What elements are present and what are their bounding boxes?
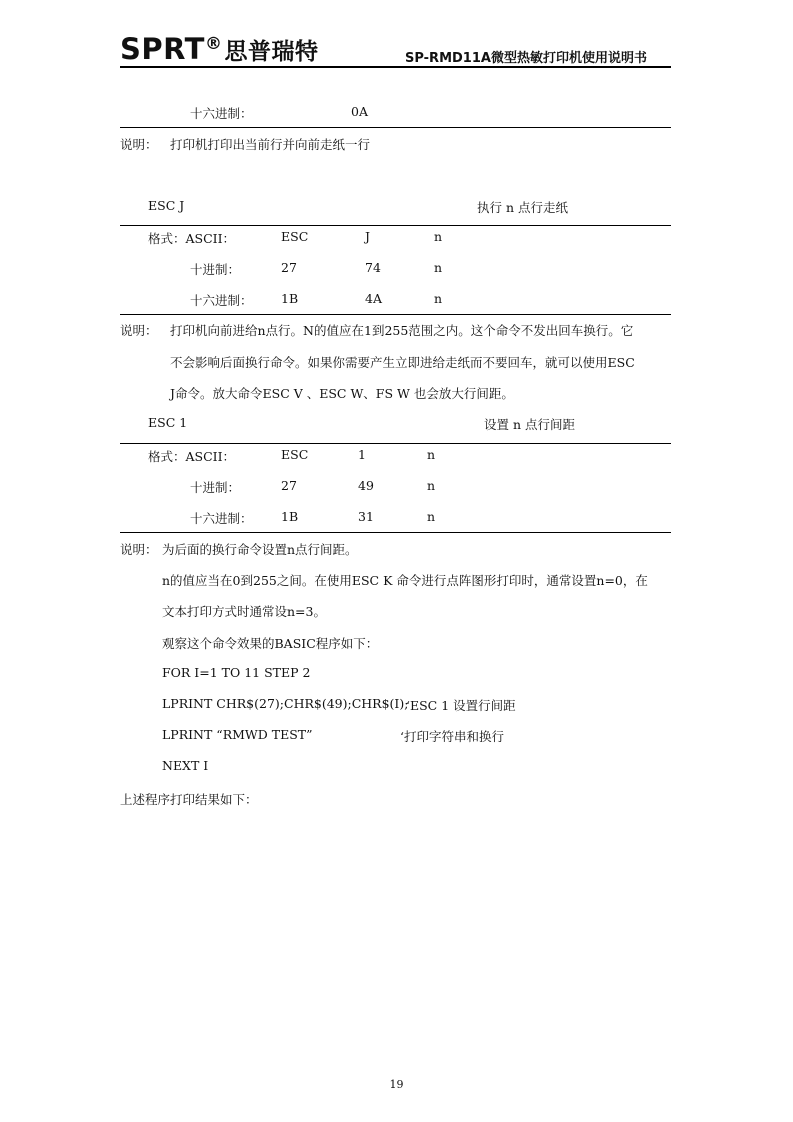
lf-description: 打印机打印出当前行并向前走纸一行 <box>170 137 371 152</box>
lf-hex-value: 0A <box>351 104 368 119</box>
code-line-2-comment: ‘ESC 1 设置行间距 <box>406 698 516 713</box>
esc-1-hex-2: 31 <box>358 509 374 524</box>
esc-1-hex-label: 十六进制： <box>190 511 253 526</box>
section-rule <box>120 532 671 533</box>
esc-1-ascii-2: 1 <box>358 447 366 462</box>
esc-j-command-title: 执行 n 点行走纸 <box>477 200 568 215</box>
esc-j-format-label: 格式：ASCII： <box>148 231 236 246</box>
esc-1-dec-1: 27 <box>281 478 297 493</box>
section-rule <box>120 127 671 128</box>
code-line-2: LPRINT CHR$(27);CHR$(49);CHR$(I); <box>162 696 409 711</box>
page-number: 19 <box>389 1078 404 1091</box>
esc-1-desc-line-1: n的值应当在0到255之间。在使用ESC K 命令进行点阵图形打印时，通常设置n=0，在 <box>162 573 648 588</box>
section-rule <box>120 225 671 226</box>
code-line-1: FOR I=1 TO 11 STEP 2 <box>162 665 311 680</box>
brand-name: SPRT <box>120 32 205 66</box>
esc-1-dec-3: n <box>427 478 436 493</box>
code-line-3-comment: ‘打印字符串和换行 <box>400 729 504 744</box>
esc-1-desc-line-3: 观察这个命令效果的BASIC程序如下： <box>162 636 379 651</box>
document-title: SP-RMD11A微型热敏打印机使用说明书 <box>405 51 647 66</box>
esc-j-hex-1: 1B <box>281 291 299 306</box>
section-rule <box>120 314 671 315</box>
esc-j-ascii-2: J <box>365 229 371 244</box>
esc-1-hex-3: n <box>427 509 436 524</box>
section-rule <box>120 443 671 444</box>
esc-j-dec-2: 74 <box>365 260 381 275</box>
esc-j-decimal-label: 十进制： <box>190 262 241 277</box>
esc-j-dec-3: n <box>434 260 443 275</box>
esc-j-hex-2: 4A <box>365 291 382 306</box>
esc-j-dec-1: 27 <box>281 260 297 275</box>
esc-j-desc-line-2: 不会影响后面换行命令。如果你需要产生立即进给走纸而不要回车，就可以使用ESC <box>170 355 635 370</box>
esc-j-ascii-3: n <box>434 229 443 244</box>
lf-hex-label: 十六进制： <box>190 106 253 121</box>
esc-1-format-label: 格式：ASCII： <box>148 449 236 464</box>
esc-j-desc-label: 说明： <box>120 323 158 338</box>
header-rule <box>120 66 671 68</box>
brand-logo <box>120 32 318 66</box>
esc-j-desc-line-3: J命令。放大命令ESC V 、ESC W、FS W 也会放大行间距。 <box>170 386 514 401</box>
brand-chinese-name: 思普瑞特 <box>224 39 319 65</box>
esc-1-dec-2: 49 <box>358 478 374 493</box>
esc-j-command-name: ESC J <box>148 198 185 213</box>
esc-j-hex-label: 十六进制： <box>190 293 253 308</box>
esc-1-desc-first: 为后面的换行命令设置n点行间距。 <box>162 542 358 557</box>
code-line-4: NEXT I <box>162 758 209 773</box>
code-line-3: LPRINT “RMWD TEST” <box>162 727 313 742</box>
esc-1-desc-label: 说明： <box>120 542 158 557</box>
esc-j-ascii-1: ESC <box>281 229 309 244</box>
esc-1-ascii-1: ESC <box>281 447 309 462</box>
esc-1-command-name: ESC 1 <box>148 415 188 430</box>
result-text: 上述程序打印结果如下： <box>120 792 258 807</box>
esc-1-ascii-3: n <box>427 447 436 462</box>
esc-1-hex-1: 1B <box>281 509 299 524</box>
esc-1-decimal-label: 十进制： <box>190 480 241 495</box>
esc-1-command-title: 设置 n 点行间距 <box>484 417 575 432</box>
esc-j-desc-line-1: 打印机向前进给n点行。N的值应在1到255范围之内。这个命令不发出回车换行。它 <box>170 323 634 338</box>
esc-1-desc-line-2: 文本打印方式时通常设n=3。 <box>162 604 326 619</box>
lf-desc-label: 说明： <box>120 137 158 152</box>
registered-mark: ® <box>204 34 223 54</box>
esc-j-hex-3: n <box>434 291 443 306</box>
